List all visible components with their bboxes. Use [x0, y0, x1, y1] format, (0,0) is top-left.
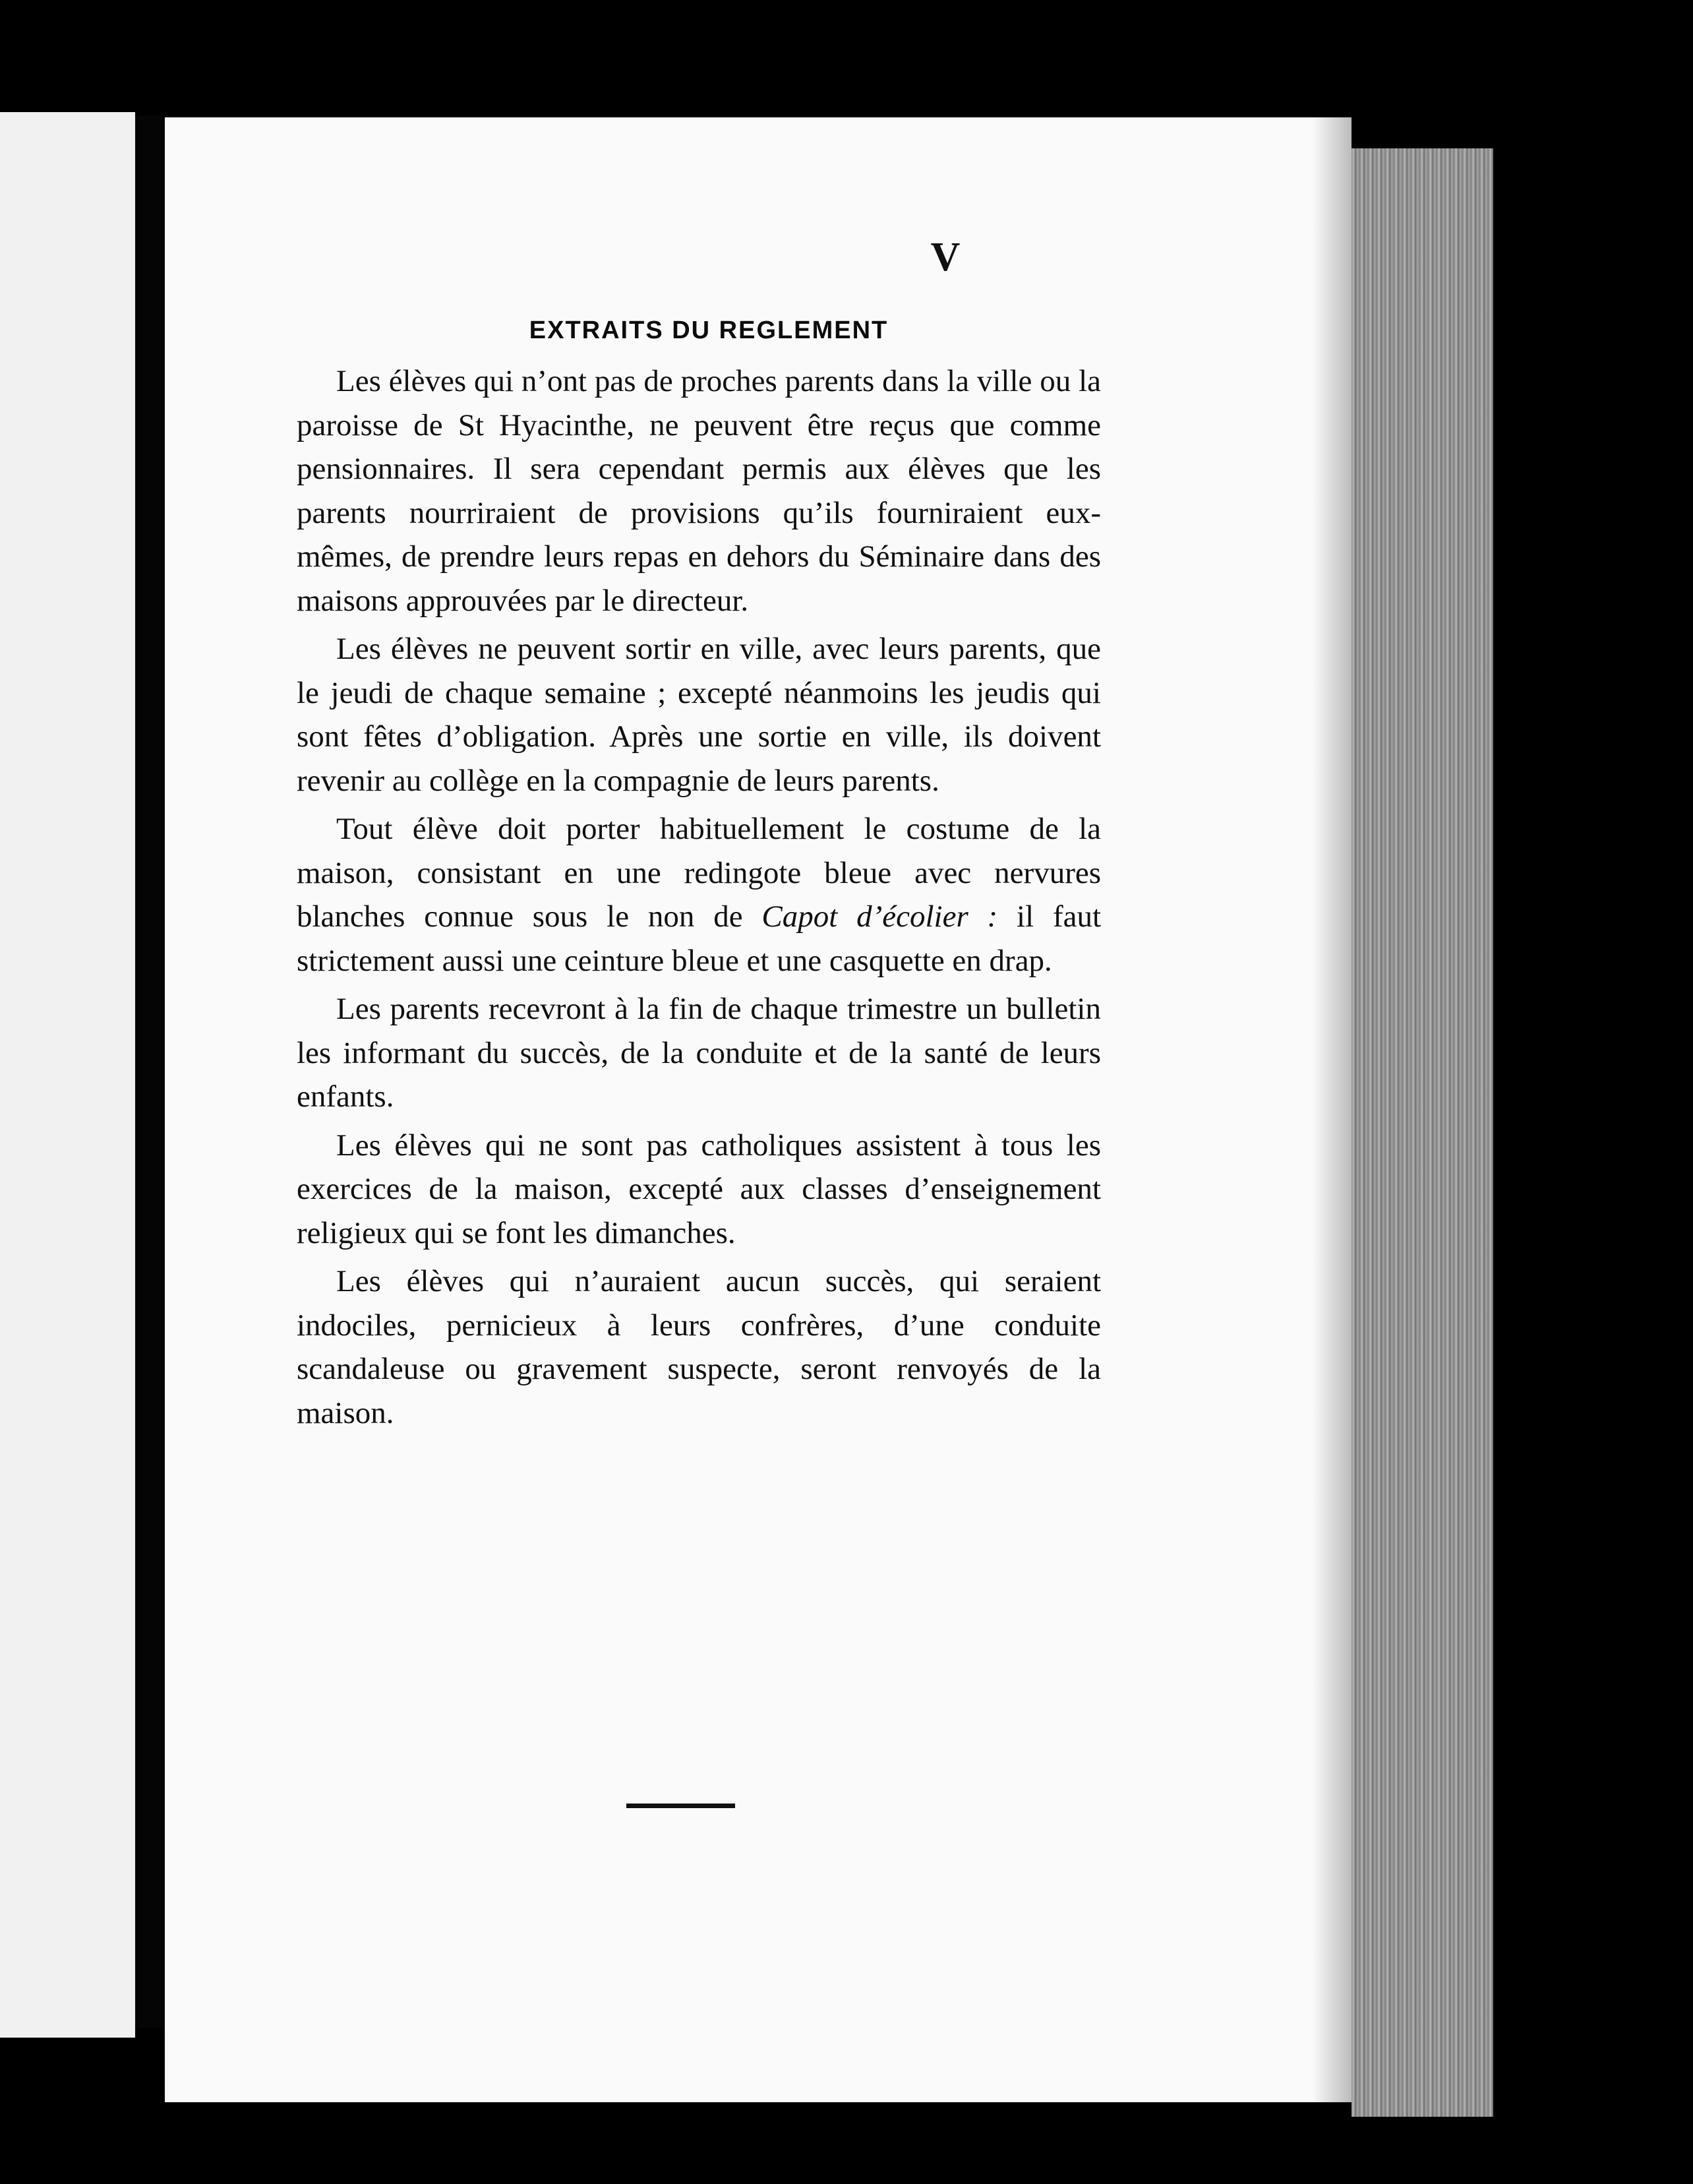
paragraph-bulletin: Les parents recevront à la fin de chaque trimestre un bulletin les informant du succès, de la conduite et de la santé de leurs enfants.	[297, 992, 1101, 1114]
costume-term: Capot d’écolier :	[761, 899, 998, 934]
book-fore-edge	[1351, 148, 1493, 2117]
closing-rule	[626, 1804, 735, 1808]
costume-text-start: Tout élève doit porter habituellement le costume de la maison, consistant en une redingote bleue avec nervures blanches connue sous le non de	[297, 812, 1101, 934]
facing-page-left	[0, 112, 135, 2038]
section-heading: EXTRAITS DU REGLEMENT	[529, 317, 889, 344]
page-shadow	[1312, 117, 1351, 2102]
paragraph-costume	[297, 807, 1101, 983]
costume-text-end: il faut strictement aussi une ceinture bleue et une casquette en drap.	[297, 899, 1102, 978]
paragraph-outings: Les élèves ne peuvent sortir en ville, avec leurs parents, que le jeudi de chaque semaine ; excepté néanmoins les jeudis qui sont fêtes d’obligation. Après une sortie en ville, ils doivent revenir au collège en la compagnie de leurs parents.	[297, 632, 1101, 798]
body-text	[297, 359, 1101, 1440]
paragraph-dismissal: Les élèves qui n’auraient aucun succès, qui seraient indociles, pernicieux à leurs confrères, d’une conduite scandaleuse ou gravement suspecte, seront renvoyés de la maison.	[297, 1264, 1101, 1430]
gutter	[135, 115, 165, 2028]
paragraph-boarding: Les élèves qui n’ont pas de proches parents dans la ville ou la paroisse de St Hyacinthe, ne peuvent être reçus que comme pensionnaires. Il sera cependant permis aux élèves que les parents nourriraient de provisions qu’ils fourniraient eux-mêmes, de prendre leurs repas en dehors du Séminaire dans des maisons approuvées par le directeur.	[297, 364, 1101, 618]
paragraph-non-catholics: Les élèves qui ne sont pas catholiques assistent à tous les exercices de la maison, excepté aux classes d’enseignement religieux qui se font les dimanches.	[297, 1128, 1101, 1250]
chapter-numeral: V	[930, 235, 961, 280]
